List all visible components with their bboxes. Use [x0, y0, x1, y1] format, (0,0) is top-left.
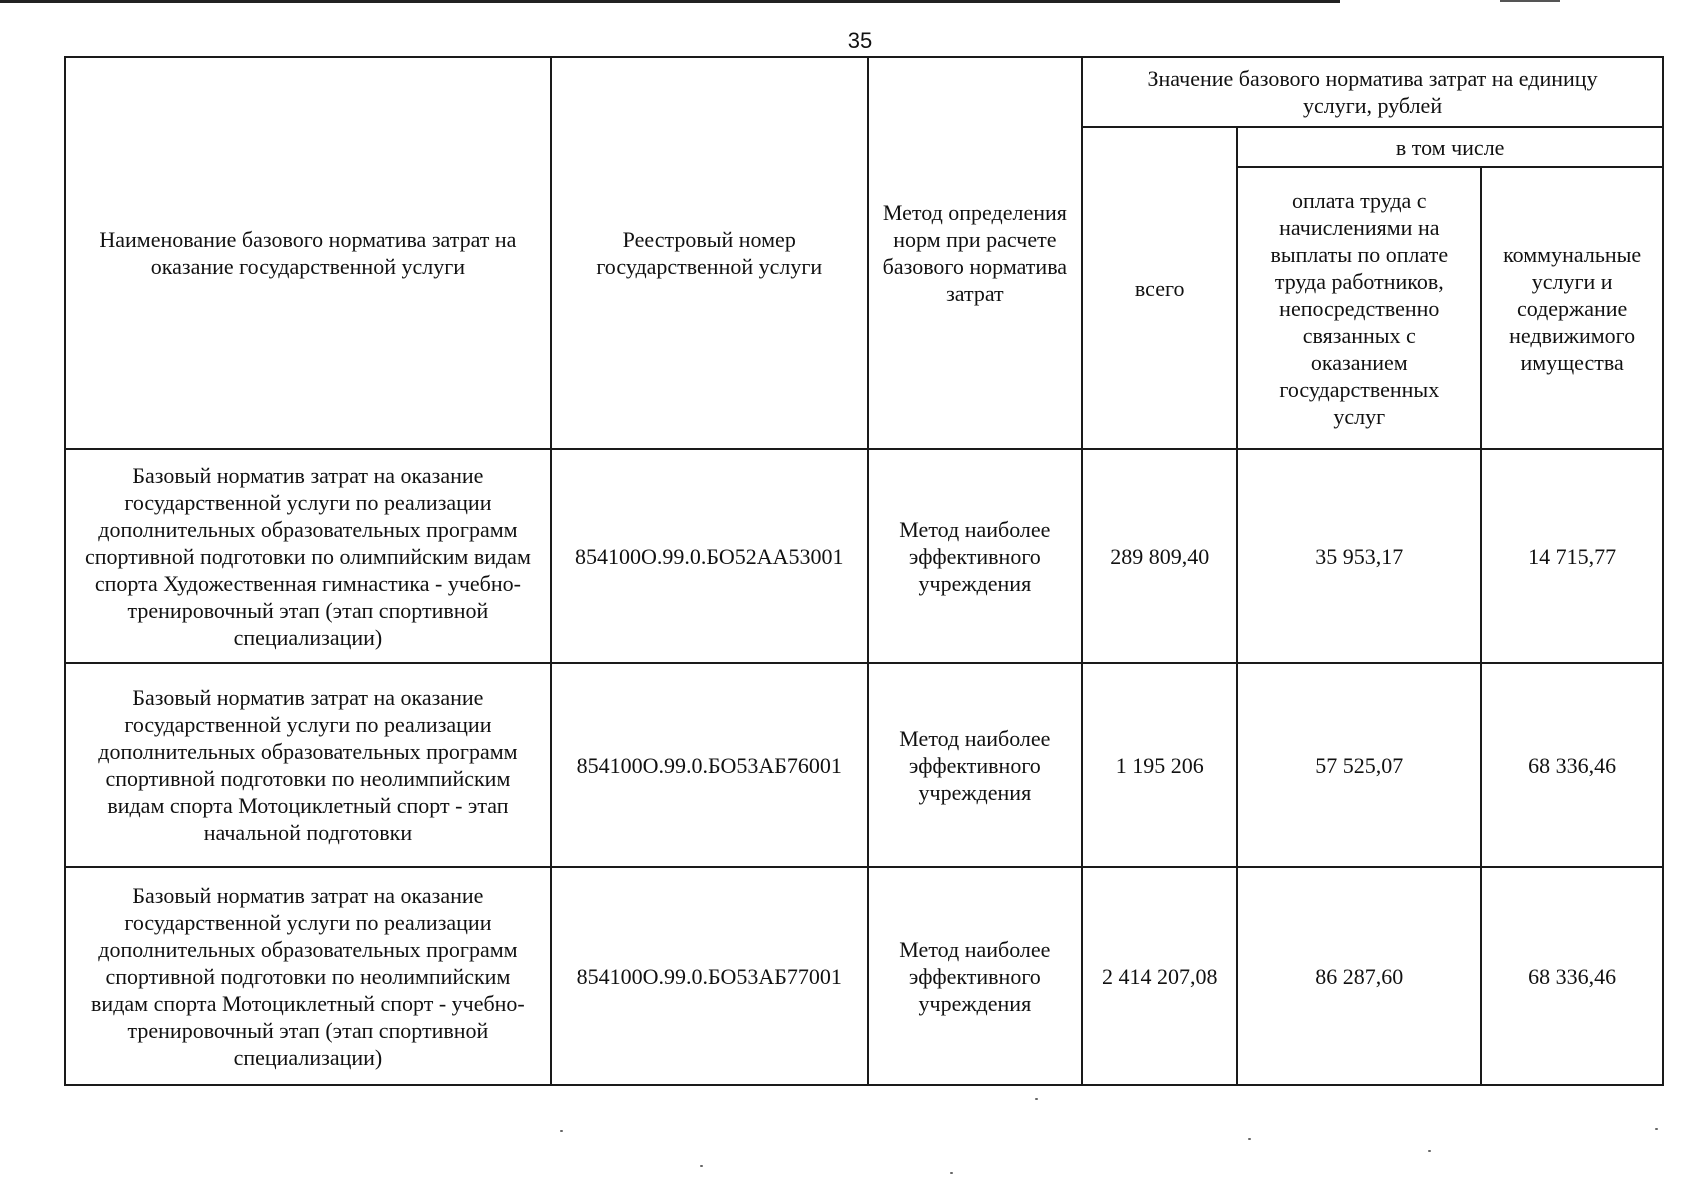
- table-row: [65, 449, 1663, 663]
- row-method: Метод наиболее эффективного учреждения: [868, 449, 1082, 663]
- row-utilities-costs: 68 336,46: [1481, 867, 1663, 1085]
- scan-speck: [700, 1165, 703, 1167]
- header-name: Наименование базового норматива затрат на оказание государственной услуги: [65, 57, 551, 449]
- page-number: 35: [847, 28, 873, 53]
- header-including: в том числе: [1237, 127, 1663, 167]
- top-border-rule-fragment: [1500, 0, 1560, 2]
- row-labor-costs: 35 953,17: [1237, 449, 1481, 663]
- row-utilities-costs: 68 336,46: [1481, 663, 1663, 867]
- row-registry-number: 854100О.99.0.БО53АБ77001: [551, 867, 868, 1085]
- row-registry-number: 854100О.99.0.БО53АБ76001: [551, 663, 868, 867]
- row-name: Базовый норматив затрат на оказание государственной услуги по реализации дополнительных образовательных программ спортивной подготовки по неолимпийским видам спорта Мотоциклетный спорт - учебно-тренировочный этап (этап спортивной специализации): [65, 867, 551, 1085]
- scan-speck: [560, 1130, 563, 1132]
- header-registry-number: Реестровый номер государственной услуги: [551, 57, 868, 449]
- table-row: [65, 867, 1663, 1085]
- table-row: [65, 663, 1663, 867]
- cost-norms-table: [64, 56, 1664, 1086]
- header-labor-costs: оплата труда с начислениями на выплаты по оплате труда работников, непосредственно связанных с оказанием государственных услуг: [1237, 167, 1481, 449]
- row-name: Базовый норматив затрат на оказание государственной услуги по реализации дополнительных образовательных программ спортивной подготовки по олимпийским видам спорта Художественная гимнастика - учебно-тренировочный этап (этап спортивной специализации): [65, 449, 551, 663]
- header-total: всего: [1082, 127, 1237, 449]
- scan-speck: [1035, 1098, 1038, 1100]
- header-utilities-costs: коммунальные услуги и содержание недвижимого имущества: [1481, 167, 1663, 449]
- row-utilities-costs: 14 715,77: [1481, 449, 1663, 663]
- row-total: 289 809,40: [1082, 449, 1237, 663]
- header-row: [65, 57, 1663, 127]
- row-registry-number: 854100О.99.0.БО52АА53001: [551, 449, 868, 663]
- header-value-group: Значение базового норматива затрат на единицу услуги, рублей: [1082, 57, 1663, 127]
- row-labor-costs: 57 525,07: [1237, 663, 1481, 867]
- scan-speck: [1428, 1150, 1431, 1152]
- row-labor-costs: 86 287,60: [1237, 867, 1481, 1085]
- top-border-rule: [0, 0, 1340, 3]
- scan-speck: [950, 1172, 953, 1174]
- header-method: Метод определения норм при расчете базового норматива затрат: [868, 57, 1082, 449]
- row-method: Метод наиболее эффективного учреждения: [868, 867, 1082, 1085]
- row-name: Базовый норматив затрат на оказание государственной услуги по реализации дополнительных образовательных программ спортивной подготовки по неолимпийским видам спорта Мотоциклетный спорт - этап начальной подготовки: [65, 663, 551, 867]
- scan-speck: [1655, 1128, 1658, 1130]
- row-total: 2 414 207,08: [1082, 867, 1237, 1085]
- scan-speck: [1248, 1138, 1251, 1140]
- row-total: 1 195 206: [1082, 663, 1237, 867]
- row-method: Метод наиболее эффективного учреждения: [868, 663, 1082, 867]
